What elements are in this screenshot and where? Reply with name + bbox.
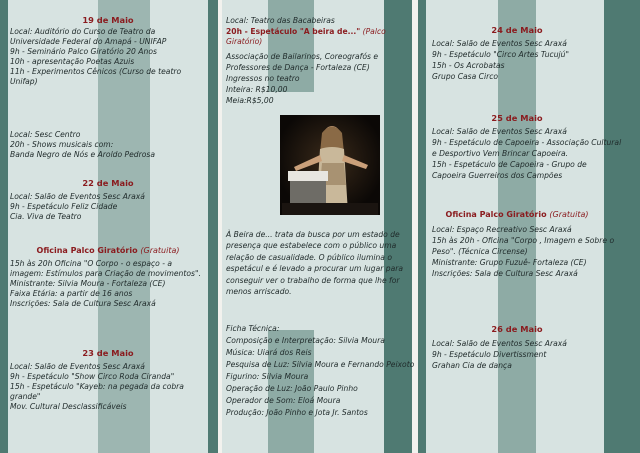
schedule-block-19a: Local: Auditório do Curso de Teatro da Universidade Federal do Amapá - UNIFAP 9h - Seminário Palco Giratório 20 Anos 10h - apresentação Poetas Azuis 11h - Experimentos Cênicos (Curso de teatro Unifap) [10,27,182,86]
fold-left [208,0,218,453]
schedule-block-19b: Local: Sesc Centro 20h - Shows musicais com: Banda Negro de Nós e Aroldo Pedrosa [10,130,156,159]
venue-label: Local: Teatro das Bacabeiras [226,16,335,25]
fold-right [418,0,426,453]
show-title: 20h - Espetáculo "A beira de..." (Palco Giratório) [226,27,386,46]
show-info: Associação de Bailarinos, Coreografós e Professores de Dança - Fortaleza (CE) Ingressos no teatro Inteira: R$10,00 Meia:R$5,00 [226,52,379,105]
oficina-block-2: Local: Espaço Recreativo Sesc Araxá 15h às 20h - Oficina "Corpo , Imagem e Sobre o Peso". (Técnica Circense) Ministrante: Grupo Fuzuê- Fortaleza (CE) Inscrições: Sala de Cultura Sesc Araxá [432,225,615,278]
schedule-block-22: Local: Salão de Eventos Sesc Araxá 9h - Espetáculo Feliz Cidade Cia. Viva de Teatro [10,192,145,221]
day-heading-24: 24 de Maio [491,25,543,35]
fold-left-light [218,0,222,453]
day-heading-26: 26 de Maio [491,324,543,334]
day-heading-22: 22 de Maio [82,178,134,188]
schedule-block-24: Local: Salão de Eventos Sesc Araxá 9h - Espetáculo "Circo Artes Tucujú" 15h - Os Acrobatas Grupo Casa Circo [432,39,569,81]
day-heading-23: 23 de Maio [82,348,134,358]
day-heading-19: 19 de Maio [82,15,134,25]
day-heading-25: 25 de Maio [491,113,543,123]
technical-credits: Ficha Técnica: Composição e Interpretação: Silvia Moura Música: Uiará dos Reis Pesquisa de Luz: Silvia Moura e Fernando Peixoto Figurino: Silvia Moura Operação de Luz: João Paulo Pinho Operador de Som: Eloá Moura Produção: João Pinho e Jota Jr. Santos [226,324,415,417]
performance-photo [280,115,380,215]
oficina-heading-2: Oficina Palco Giratório (Gratuita) [445,210,589,219]
schedule-block-23: Local: Salão de Eventos Sesc Araxá 9h - Espetáculo "Show Circo Roda Ciranda" 15h - Espetáculo "Kayeb: na pegada da cobra grande" Mov. Cultural Desclassificáveis [10,362,184,411]
show-description: À Beira de... trata da busca por um estado de presença que estabelece com o público uma relação de casualidade. O público ilumina o espetácul e é levado a procurar um lugar para conseguir ver o trabalho de forma que lhe for menos arriscado. [226,230,404,297]
oficina-block-1: 15h às 20h Oficina "O Corpo - o espaço - a imagem: Estímulos para Criação de movimentos". Ministrante: Silvia Moura - Fortaleza (CE) Faixa Etária: a partir de 16 anos Inscrições: Sala de Cultura Sesc Araxá [10,259,201,308]
oficina-heading-1: Oficina Palco Giratório (Gratuita) [36,246,180,255]
band-left [0,0,8,453]
schedule-block-25: Local: Salão de Eventos Sesc Araxá 9h - Espetáculo de Capoeira - Associação Cultural e Desportivo Vem Brincar Capoeira. 15h - Espetáculo de Capoeira - Grupo de Capoeira Guerreiros dos Campões [432,127,622,180]
schedule-block-26: Local: Salão de Eventos Sesc Araxá 9h - Espetáculo Divertissment Grahan Cia de dança [432,339,567,370]
